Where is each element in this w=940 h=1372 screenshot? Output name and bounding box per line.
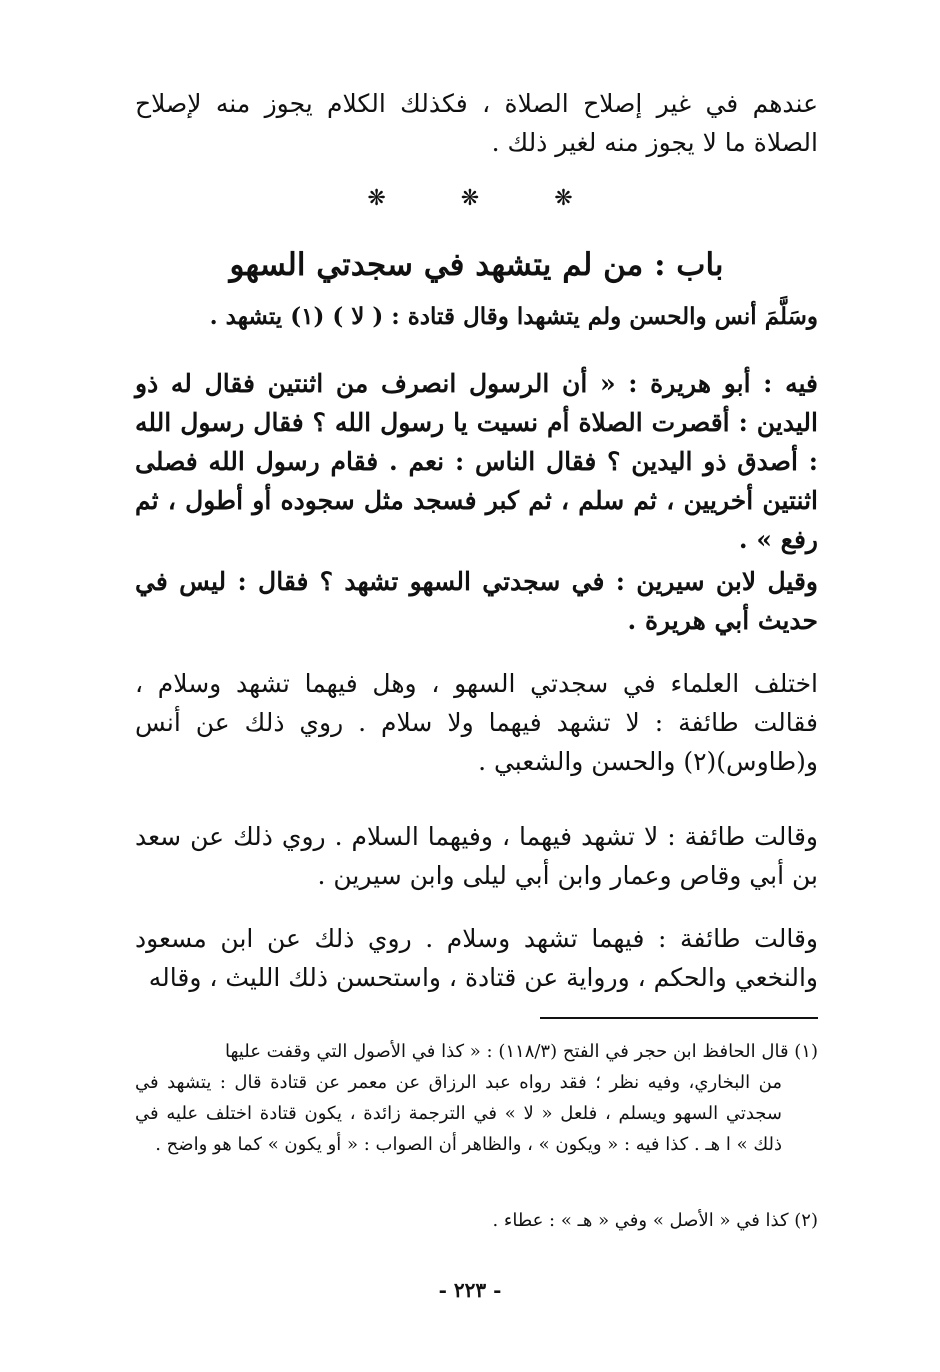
ibn-sirin-paragraph: وقيل لابن سيرين : في سجدتي السهو تشهد ؟ فقال : ليس في حديث أبي هريرة . [135, 567, 818, 635]
footnote-2: (٢) كذا في « الأصل » وفي « هـ » : عطاء . [492, 1210, 818, 1231]
chapter-subtitle: وسَلَّمَ أنس والحسن ولم يتشهدا وقال قتادة : ( لا ) (١) يتشهد . [209, 303, 818, 330]
chapter-title: باب : من لم يتشهد في سجدتي السهو [229, 247, 724, 283]
footnote-divider [540, 1017, 818, 1019]
separator-star-icon: ❋ [367, 186, 386, 211]
third-opinion-paragraph: وقالت طائفة : فيهما تشهد وسلام . روي ذلك عن ابن مسعود والنخعي والحكم ، ورواية عن قتادة ، واستحسن ذلك الليث ، وقاله [135, 924, 818, 992]
footnote-1 [135, 1036, 818, 1160]
page-number: - ٢٢٣ - [438, 1278, 502, 1302]
top-paragraph: عندهم في غير إصلاح الصلاة ، فكذلك الكلام يجوز منه لإصلاح الصلاة ما لا يجوز منه لغير ذلك . [135, 89, 818, 157]
section-separator [0, 186, 940, 211]
second-opinion-paragraph: وقالت طائفة : لا تشهد فيهما ، وفيهما السلام . روي ذلك عن سعد بن أبي وقاص وعمار وابن أبي ليلى وابن سيرين . [135, 822, 818, 890]
footnote-1-continuation: من البخاري، وفيه نظر ؛ فقد رواه عبد الرزاق عن معمر عن قتادة قال : يتشهد في سجدتي السهو ويسلم ، فلعل « لا » في الترجمة زائدة ، يكون قتادة اختلف عليه في ذلك » ا هـ . كذا فيه : « ويكون » ، والظاهر أن الصواب : « أو يكون » كما هو واضح . [135, 1072, 782, 1155]
separator-star-icon: ❋ [554, 186, 573, 211]
hadith-paragraph: فيه : أبو هريرة : « أن الرسول انصرف من اثنتين فقال له ذو اليدين : أقصرت الصلاة أم نسيت يا رسول الله ؟ فقال رسول الله : أصدق ذو اليدين ؟ فقال الناس : نعم . فقام رسول الله فصلى اثنتين أخريين ، ثم سلم ، ثم كبر فسجد مثل سجوده أو أطول ، ثم رفع » . [135, 369, 818, 554]
scholars-paragraph: اختلف العلماء في سجدتي السهو ، وهل فيهما تشهد وسلام ، فقالت طائفة : لا تشهد فيهما ولا سلام . روي ذلك عن أنس و(طاوس)(٢) والحسن والشعبي . [135, 669, 818, 776]
separator-star-icon: ❋ [460, 186, 480, 211]
footnote-1-first-line: (١) قال الحافظ ابن حجر في الفتح (١١٨/٣) : « كذا في الأصول التي وقفت عليها [225, 1041, 818, 1062]
